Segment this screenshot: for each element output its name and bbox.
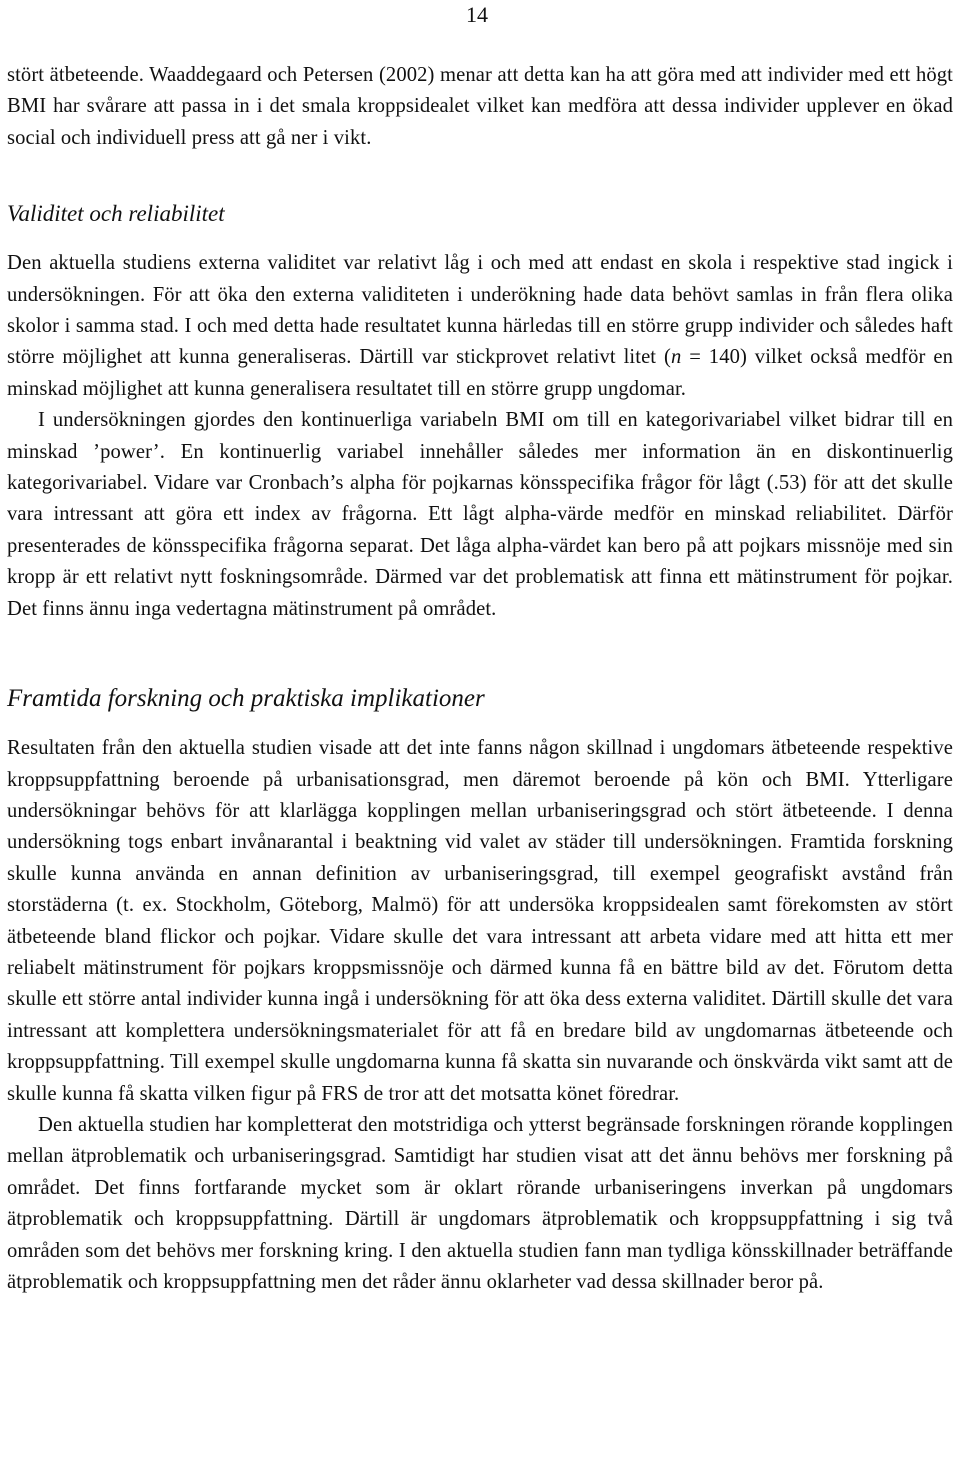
document-body bbox=[7, 60, 953, 1298]
page-number: 14 bbox=[466, 2, 488, 27]
future-paragraph-2: Den aktuella studien har kompletterat den motstridiga och ytterst begränsade forskningen rörande kopplingen mellan ätproblematik och urbaniseringsgrad. Samtidigt har studien visat att det ännu behövs mer forskning på området. Det finns fortfarande mycket som är oklart rörande urbaniseringens inverkan på ungdomars ätproblematik och kroppsuppfattning. Därtill är ungdomars ätproblematik och kroppsuppfattning i sig två områden som det behövs mer forskning kring. I den aktuella studien fann man tydliga könsskillnader beträffande ätproblematik och kroppsuppfattning men det råder ännu oklarheter vad dessa skillnader beror på. bbox=[7, 1113, 953, 1293]
section-heading-validity: Validitet och reliabilitet bbox=[7, 201, 225, 227]
validity-p1-text-b: = 140) vilket också medför en minskad möjlighet att kunna generalisera resultatet till en större grupp ungdomar. bbox=[7, 346, 953, 400]
section-heading-future-research: Framtida forskning och praktiska implikationer bbox=[7, 685, 485, 713]
sample-size-symbol: n bbox=[670, 346, 682, 369]
validity-p1-text-a: Den aktuella studiens externa validitet var relativt låg i och med att endast en skola i respektive stad ingick i undersökningen. För att öka den externa validiteten i underökning hade data behövt samlas in från flera olika skolor i samma stad. I och med detta hade resultatet kunna härledas till en större grupp individer och således haft större möjlighet att kunna generaliseras. Därtill var stickprovet relativt litet ( bbox=[7, 252, 953, 369]
validity-paragraph-1 bbox=[7, 248, 953, 405]
intro-paragraph: stört ätbeteende. Waaddegaard och Petersen (2002) menar att detta kan ha att göra med att individer med ett högt BMI har svårare att passa in i det smala kroppsidealet vilket kan medföra att dessa individer upplever en ökad social och individuell press att gå ner i vikt. bbox=[7, 64, 953, 149]
future-paragraph-1: Resultaten från den aktuella studien visade att det inte fanns någon skillnad i ungdomars ätbeteende respektive kroppsuppfattning beroende på urbanisationsgrad, men däremot beroende på kön och BMI. Ytterligare undersökningar behövs för att klarlägga kopplingen mellan urbaniseringsgrad och stört ätbeteende. I denna undersökning togs enbart invånarantal i beaktning vid valet av städer till undersökningen. Framtida forskning skulle kunna använda en annan definition av urbaniseringsgrad, till exempel geografiskt avstånd från storstäderna (t. ex. Stockholm, Göteborg, Malmö) för att undersöka kroppsidealen samt förekomsten av stört ätbeteende bland flickor och pojkar. Vidare skulle det vara intressant att arbeta vidare med att hitta ett mer reliabelt mätinstrument för pojkars kroppsmissnöje och därmed kunna få en bättre bild av det. Förutom detta skulle ett större antal individer kunna ingå i undersökning för att öka dess externa validitet. Därtill skulle det vara intressant att komplettera undersökningsmaterialet för att få en bredare bild av ungdomarnas ätbeteende och kroppsuppfattning. Till exempel skulle ungdomarna kunna få skatta sin nuvarande och önskvärda vikt samt att de skulle kunna få skatta vilken figur på FRS de tror att det motsatta könet föredrar. bbox=[7, 737, 953, 1105]
validity-paragraph-2: I undersökningen gjordes den kontinuerliga variabeln BMI om till en kategorivariabel vilket bidrar till en minskad ’power’. En kontinuerlig variabel innehåller således mer information än en diskontinuerlig kategorivariabel. Vidare var Cronbach’s alpha för pojkarnas könsspecifika frågor för lågt (.53) för att det skulle vara intressant att göra ett index av frågorna. Ett lågt alpha-värde medför en minskad reliabilitet. Därför presenterades de könsspecifika frågorna separat. Det låga alpha-värdet kan bero på att pojkars missnöje med sin kropp är ett relativt nytt foskningsområde. Därmed var det problematisk att finna ett mätinstrument för pojkar. Det finns ännu inga vedertagna mätinstrument på området. bbox=[7, 409, 953, 620]
